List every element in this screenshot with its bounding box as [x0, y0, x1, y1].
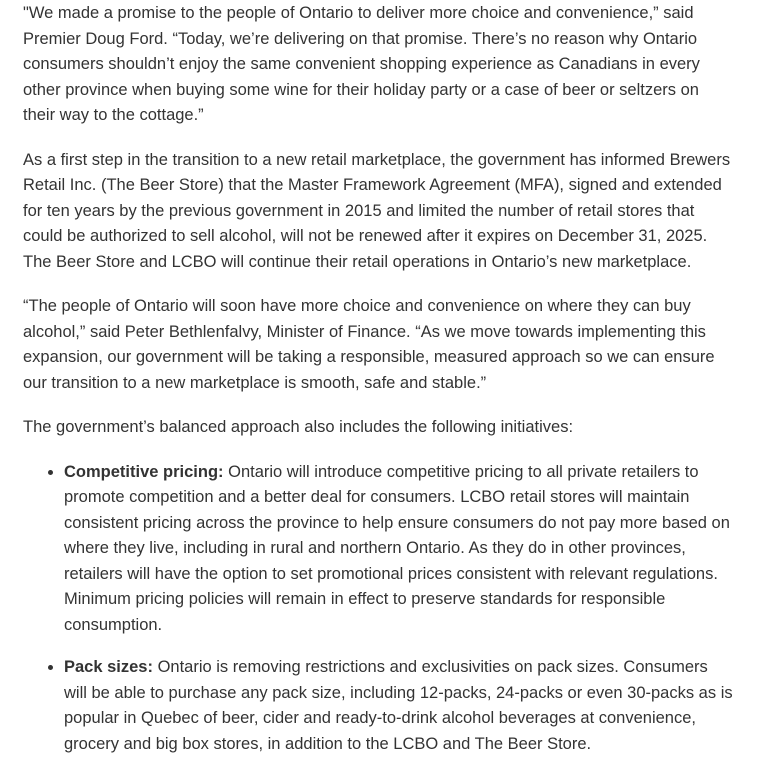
initiatives-list	[23, 460, 735, 758]
list-item-competitive-pricing	[64, 460, 735, 639]
quote-paragraph-premier: "We made a promise to the people of Ontario to deliver more choice and convenience,” said Premier Doug Ford. “Today, we’re delivering on that promise. There’s no reason why Ontario consumers shouldn’t enjoy the same convenient shopping experience as Canadians in every other province when buying some wine for their holiday party or a case of beer or seltzers on their way to the cottage.”	[23, 4, 700, 124]
quote-paragraph-finance-minister: “The people of Ontario will soon have more choice and convenience on where they can buy alcohol,” said Peter Bethlenfalvy, Minister of Finance. “As we move towards implementing this expansion, our government will be taking a responsible, measured approach so we can ensure our transition to a new marketplace is smooth, safe and stable.”	[23, 297, 715, 392]
list-item-pack-sizes	[64, 655, 735, 757]
initiative-text-competitive-pricing: Ontario will introduce competitive pricing to all private retailers to promote competition and a better deal for consumers. LCBO retail stores will maintain consistent pricing across the province to help ensure consumers do not pay more based on where they live, including in rural and northern Ontario. As they do in other provinces, retailers will have the option to set promotional prices consistent with relevant regulations. Minimum pricing policies will remain in effect to preserve standards for responsible consumption.	[64, 462, 730, 634]
initiative-label-competitive-pricing: Competitive pricing:	[64, 462, 224, 481]
paragraph-initiatives-intro: The government’s balanced approach also includes the following initiatives:	[23, 418, 574, 436]
paragraph-mfa-announcement: As a first step in the transition to a new retail marketplace, the government has informed Brewers Retail Inc. (The Beer Store) that the Master Framework Agreement (MFA), signed and extended for ten years by the previous government in 2015 and limited the number of retail stores that could be authorized to sell alcohol, will not be renewed after it expires on December 31, 2025. The Beer Store and LCBO will continue their retail operations in Ontario’s new marketplace.	[23, 150, 731, 271]
initiative-label-pack-sizes: Pack sizes:	[64, 658, 153, 676]
initiative-text-pack-sizes: Ontario is removing restrictions and exclusivities on pack sizes. Consumers will be able to purchase any pack size, including 12-packs, 24-packs or even 30-packs as is popular in Quebec of beer, cider and ready-to-drink alcohol beverages at convenience, grocery and big box stores, in addition to the LCBO and The Beer Store.	[64, 658, 733, 753]
